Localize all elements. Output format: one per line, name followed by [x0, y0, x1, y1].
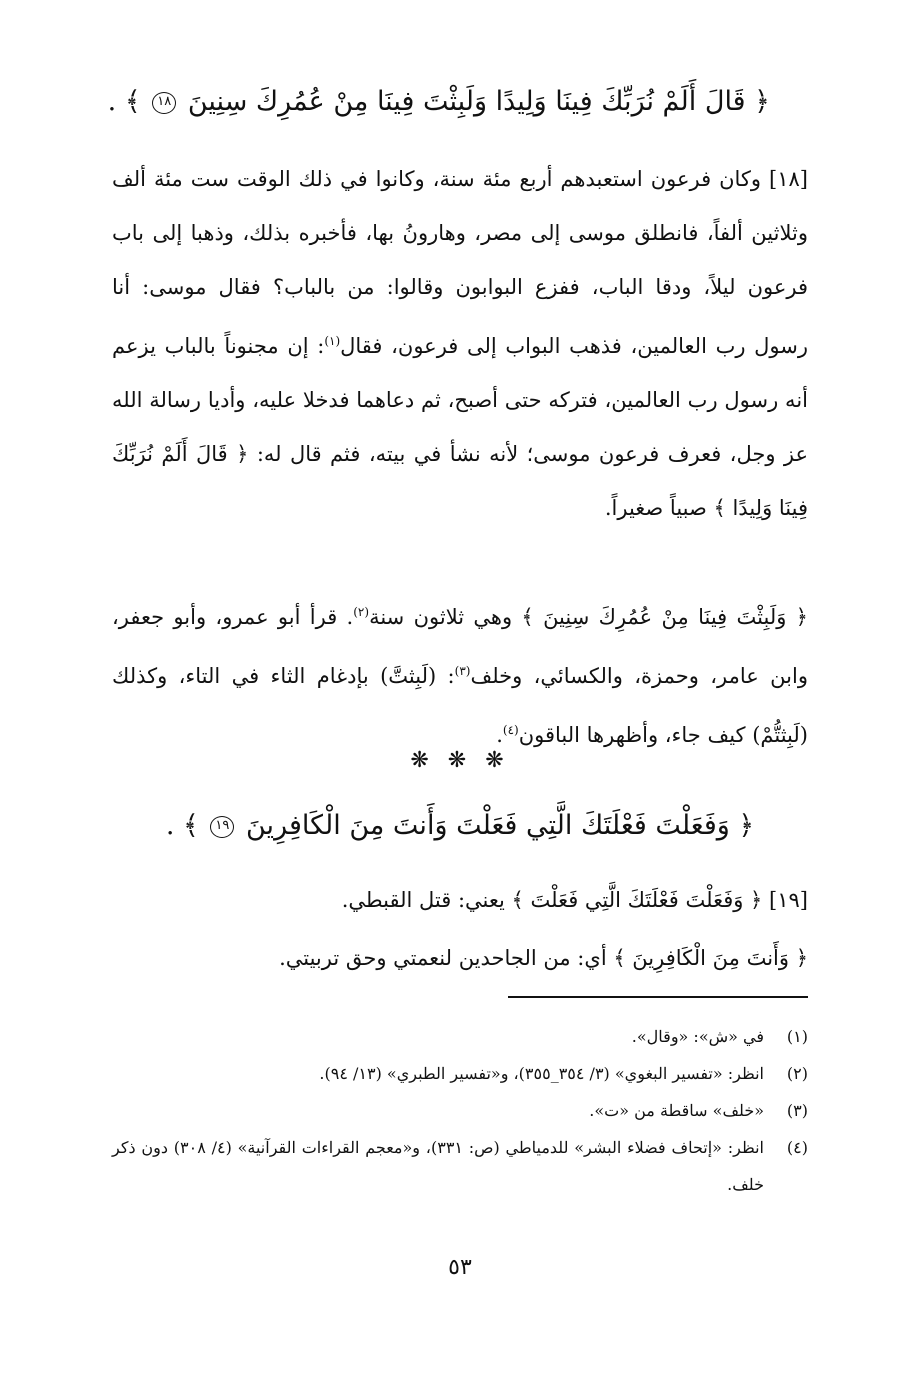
verse-19-heading [150, 806, 770, 846]
footnote-text: انظر: «إتحاف فضلاء البشر» للدمياطي (ص: ٣٣١)، و«معجم القراءات القرآنية» (٤/ ٣٠٨) دون ذكر خلف. [112, 1138, 764, 1194]
footnote-text: في «ش»: «وقال». [631, 1027, 764, 1046]
footnotes [112, 1018, 808, 1203]
footnote-3 [112, 1092, 808, 1129]
commentary-18-text-part-1: [١٨] وكان فرعون استعبدهم أربع مئة سنة، وكانوا في ذلك الوقت ست مئة ألف وثلاثين ألفاً، فانطلق موسى إلى مصر، وهارونُ بها، فأخبره بذلك، وذهبا إلى باب فرعون ليلاً، ودقا الباب، ففزع البوابون وقالوا: من بالباب؟ فقال موسى: أنا رسول رب العالمين، فذهب البواب إلى فرعون، فقال [112, 167, 808, 358]
footnote-1 [112, 1018, 808, 1055]
verse-18-number: ١٨ [152, 92, 176, 114]
commentary-18-p2-mid: . قرأ أبو عمرو، وأبو جعفر، وابن عامر، وحمزة، والكسائي، وخلف [112, 605, 808, 688]
footnote-ref-4: (٤) [502, 723, 519, 737]
commentary-18-p2-end: . [496, 723, 503, 747]
footnote-number: (١) [786, 1027, 808, 1046]
page-number: ٥٣ [448, 1255, 472, 1280]
footnote-4 [112, 1129, 808, 1203]
verse-19-text: ﴿ وَفَعَلْتَ فَعْلَتَكَ الَّتِي فَعَلْتَ وَأَنتَ مِنَ الْكَافِرِينَ [246, 810, 755, 841]
footnote-ref-1: (١) [324, 334, 341, 348]
footnote-ref-2: (٢) [353, 605, 370, 619]
footnote-number: (٤) [786, 1138, 808, 1157]
footnote-ref-3: (٣) [454, 664, 471, 678]
footnote-number: (٣) [786, 1101, 808, 1120]
verse-18-text: ﴿ قَالَ أَلَمْ نُرَبِّكَ فِينَا وَلِيدًا وَلَبِثْتَ فِينَا مِنْ عُمُرِكَ سِنِينَ [187, 86, 770, 117]
verse-18-heading [107, 82, 770, 122]
footnote-divider [508, 996, 808, 998]
footnote-text: «خلف» ساقطة من «ت». [589, 1101, 764, 1120]
commentary-18-text-part-2: : إن مجنوناً بالباب يزعم أنه رسول رب العالمين، فتركه حتى أصبح، ثم دعاهما فدخلا عليه، وأديا رسالة الله عز وجل، فعرف فرعون موسى؛ لأنه نشأ في بيته، فثم قال له: ﴿ قَالَ أَلَمْ نُرَبِّكَ فِينَا وَلِيدًا ﴾ صبياً صغيراً. [112, 334, 808, 520]
verse-18-close: ﴾ . [107, 86, 141, 117]
commentary-19-line-1: [١٩] ﴿ وَفَعَلْتَ فَعْلَتَكَ الَّتِي فَعَلْتَ ﴾ يعني: قتل القبطي. [341, 888, 808, 912]
commentary-18-paragraph-1 [112, 152, 808, 535]
verse-19-close: ﴾ . [165, 810, 199, 841]
section-separator: ❋ ❋ ❋ [410, 748, 510, 773]
commentary-18-p2-start: ﴿ وَلَبِثْتَ فِينَا مِنْ عُمُرِكَ سِنِينَ ﴾ وهي ثلاثون سنة [369, 605, 808, 629]
commentary-19-line-2: ﴿ وَأَنتَ مِنَ الْكَافِرِينَ ﴾ أي: من الجاحدين لنعمتي وحق تربيتي. [279, 946, 808, 970]
commentary-18-paragraph-2 [112, 585, 808, 762]
footnote-2 [112, 1055, 808, 1092]
commentary-18-p2-mid2: : (لَبِثتَّ) بإدغام الثاء في التاء، وكذلك (لَبِثتُّمْ) كيف جاء، وأظهرها الباقون [112, 664, 808, 747]
footnote-text: انظر: «تفسير البغوي» (٣/ ٣٥٤_٣٥٥)، و«تفسير الطبري» (١٣/ ٩٤). [319, 1064, 764, 1083]
footnote-number: (٢) [786, 1064, 808, 1083]
verse-19-number: ١٩ [210, 816, 234, 838]
